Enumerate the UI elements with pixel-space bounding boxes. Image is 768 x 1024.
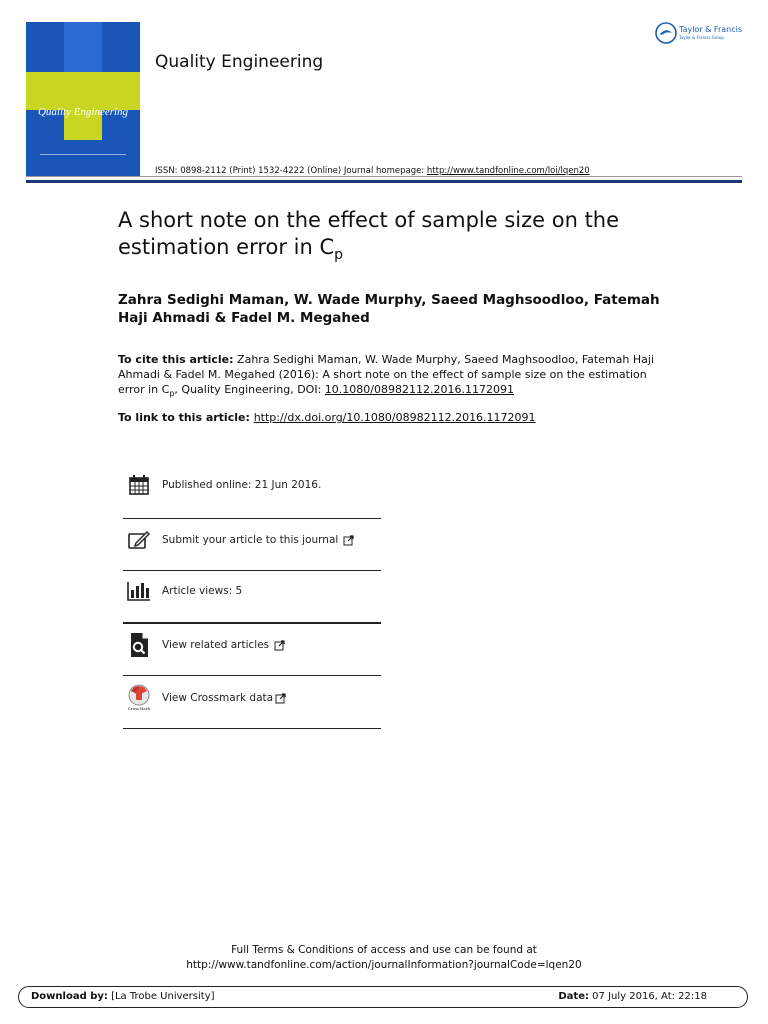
header-divider (26, 180, 742, 183)
external-link-icon (343, 531, 354, 550)
article-views-row (123, 571, 381, 611)
submit-article-label: Submit your article to this journal (162, 534, 339, 546)
external-link-icon (274, 636, 285, 655)
article-authors: Zahra Sedighi Maman, W. Wade Murphy, Saeed Maghsoodloo, Fatemah Haji Ahmadi & Fadel M. Megahed (118, 292, 660, 326)
related-articles-label: View related articles (162, 639, 270, 651)
header-divider-thin (26, 176, 742, 177)
external-link-icon (275, 689, 286, 708)
published-online-label: Published online: 21 Jun 2016. (162, 479, 322, 491)
calendar-icon (125, 472, 153, 498)
svg-text:CrossMark: CrossMark (127, 706, 151, 711)
download-info-bar (18, 986, 748, 1008)
crossmark-icon (125, 685, 153, 711)
divider (123, 622, 381, 624)
publisher-brand: Taylor & Francis (679, 25, 742, 34)
publisher-sub: Taylor & Francis Group (679, 35, 724, 40)
bar-chart-icon (125, 578, 153, 604)
citation-label: To cite this article: (118, 353, 234, 366)
divider (123, 518, 381, 519)
terms-url[interactable]: http://www.tandfonline.com/action/journalInformation?journalCode=lqen20 (186, 959, 582, 971)
published-online-row (123, 465, 381, 505)
edit-icon (125, 527, 153, 553)
download-date: Date: 07 July 2016, At: 22:18 (558, 991, 707, 1002)
journal-name: Quality Engineering (155, 52, 324, 72)
article-title: A short note on the effect of sample size on the estimation error in $C_p$ (118, 208, 620, 264)
journal-cover-image (26, 22, 140, 176)
document-search-icon (125, 632, 153, 658)
terms-note (0, 943, 768, 973)
issn-line (155, 166, 590, 176)
journal-homepage-link[interactable]: http://www.tandfonline.com/loi/lqen20 (426, 166, 590, 176)
publisher-logo[interactable] (655, 22, 742, 48)
crossmark-label: View Crossmark data (162, 692, 274, 704)
download-by: Download by: [La Trobe University] (31, 991, 215, 1002)
article-link-line (118, 411, 536, 424)
related-articles-row[interactable] (123, 625, 381, 665)
article-views-label: Article views: 5 (162, 585, 243, 597)
submit-article-row[interactable] (123, 520, 381, 560)
divider (123, 728, 381, 729)
article-url-link[interactable]: http://dx.doi.org/10.1080/08982112.2016.1172091 (253, 411, 536, 424)
cover-title: Quality Engineering (37, 106, 129, 118)
citation-block: To cite this article: Zahra Sedighi Maman, W. Wade Murphy, Saeed Maghsoodloo, Fatemah Haji Ahmadi & Fadel M. Megahed (2016): A short note on the effect of sample size on the estimation error in $C_p$, Quality Engineering, DOI: 10.1080/08982112.2016.1172091 (118, 353, 655, 399)
terms-line-1: Full Terms & Conditions of access and use can be found at (231, 944, 537, 956)
crossmark-row[interactable] (123, 678, 381, 718)
link-label: To link to this article: (118, 411, 254, 424)
taylor-francis-logo-icon (655, 22, 677, 44)
doi-link[interactable]: 10.1080/08982112.2016.1172091 (324, 383, 514, 396)
issn-text: ISSN: 0898-2112 (Print) 1532-4222 (Online) Journal homepage: (155, 166, 427, 176)
divider (123, 675, 381, 676)
